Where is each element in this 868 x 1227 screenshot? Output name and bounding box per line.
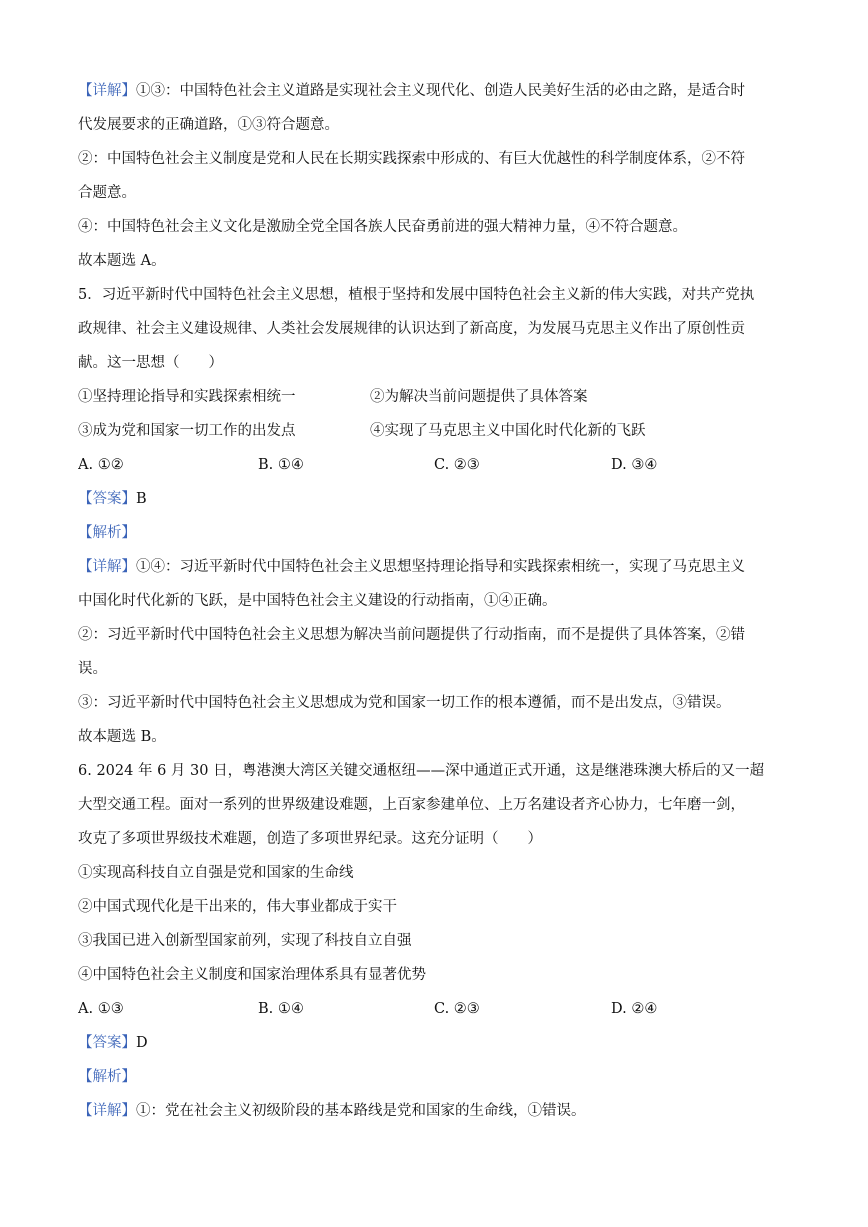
q6-option-3: ③我国已进入创新型国家前列，实现了科技自立自强 <box>78 933 412 949</box>
q6-analysis-label: 【解析】 <box>78 1069 136 1085</box>
q5-option-4: ④实现了马克思主义中国化时代化新的飞跃 <box>370 423 646 439</box>
q5-choice-b: B. ①④ <box>258 457 304 473</box>
answer-label: 【答案】 <box>78 491 136 507</box>
q5-stem-line-3: 献。这一思想（ ） <box>78 355 223 371</box>
q6-detail-line-1: 【详解】①：党在社会主义初级阶段的基本路线是党和国家的生命线，①错误。 <box>78 1103 586 1119</box>
q5-choices <box>78 448 790 482</box>
answer-label: 【答案】 <box>78 1035 136 1051</box>
q5-detail-line-5: ③：习近平新时代中国特色社会主义思想成为党和国家一切工作的根本遵循，而不是出发点，③错误。 <box>78 695 731 711</box>
prev-detail-line-4: 合题意。 <box>78 185 136 201</box>
q5-detail-line-3: ②：习近平新时代中国特色社会主义思想为解决当前问题提供了行动指南，而不是提供了具体答案，②错 <box>78 627 745 643</box>
q5-choice-c: C. ②③ <box>434 457 480 473</box>
q6-option-1: ①实现高科技自立自强是党和国家的生命线 <box>78 865 354 881</box>
q5-options-row-1 <box>78 380 790 414</box>
q5-stem-line-2: 政规律、社会主义建设规律、人类社会发展规律的认识达到了新高度，为发展马克思主义作出了原创性贡 <box>78 321 745 337</box>
prev-detail-line-5: ④：中国特色社会主义文化是激励全党全国各族人民奋勇前进的强大精神力量，④不符合题意。 <box>78 219 687 235</box>
q5-option-1: ①坚持理论指导和实践探索相统一 <box>78 389 296 405</box>
q5-choice-a: A. ①② <box>78 457 124 473</box>
detail-label: 【详解】 <box>78 83 136 99</box>
q5-detail-line-1: 【详解】①④：习近平新时代中国特色社会主义思想坚持理论指导和实践探索相统一，实现了马克思主义 <box>78 559 745 575</box>
prev-detail-line-3: ②：中国特色社会主义制度是党和人民在长期实践探索中形成的、有巨大优越性的科学制度体系，②不符 <box>78 151 745 167</box>
q6-choices <box>78 992 790 1026</box>
q5-choice-d: D. ③④ <box>611 457 658 473</box>
q5-detail-line-2: 中国化时代化新的飞跃，是中国特色社会主义建设的行动指南，①④正确。 <box>78 593 557 609</box>
detail-label: 【详解】 <box>78 1103 136 1119</box>
detail-label: 【详解】 <box>78 559 136 575</box>
document-page <box>78 74 790 1128</box>
q5-option-2: ②为解决当前问题提供了具体答案 <box>370 389 588 405</box>
q5-answer: 【答案】B <box>78 491 147 507</box>
q6-option-4: ④中国特色社会主义制度和国家治理体系具有显著优势 <box>78 967 426 983</box>
q6-choice-b: B. ①④ <box>258 1001 304 1017</box>
q6-stem-line-2: 大型交通工程。面对一系列的世界级建设难题，上百家参建单位、上万名建设者齐心协力，七年磨一剑， <box>78 797 745 813</box>
q6-stem-line-1: 6. 2024 年 6 月 30 日，粤港澳大湾区关键交通枢纽——深中通道正式开通，这是继港珠澳大桥后的又一超 <box>78 763 765 779</box>
q6-option-2: ②中国式现代化是干出来的，伟大事业都成于实干 <box>78 899 397 915</box>
q6-choice-d: D. ②④ <box>611 1001 658 1017</box>
q6-answer: 【答案】D <box>78 1035 148 1051</box>
q5-stem-line-1: 5．习近平新时代中国特色社会主义思想，植根于坚持和发展中国特色社会主义新的伟大实践，对共产党执 <box>78 287 755 303</box>
q6-choice-c: C. ②③ <box>434 1001 480 1017</box>
prev-detail-line-2: 代发展要求的正确道路，①③符合题意。 <box>78 117 339 133</box>
q6-choice-a: A. ①③ <box>78 1001 124 1017</box>
q5-analysis-label: 【解析】 <box>78 525 136 541</box>
q5-detail-line-4: 误。 <box>78 661 107 677</box>
q5-conclusion: 故本题选 B。 <box>78 729 166 745</box>
q5-option-3: ③成为党和国家一切工作的出发点 <box>78 423 296 439</box>
prev-detail-line-1: 【详解】①③：中国特色社会主义道路是实现社会主义现代化、创造人民美好生活的必由之路，是适合时 <box>78 83 745 99</box>
q5-options-row-2 <box>78 414 790 448</box>
q6-stem-line-3: 攻克了多项世界级技术难题，创造了多项世界纪录。这充分证明（ ） <box>78 831 542 847</box>
prev-conclusion: 故本题选 A。 <box>78 253 166 269</box>
